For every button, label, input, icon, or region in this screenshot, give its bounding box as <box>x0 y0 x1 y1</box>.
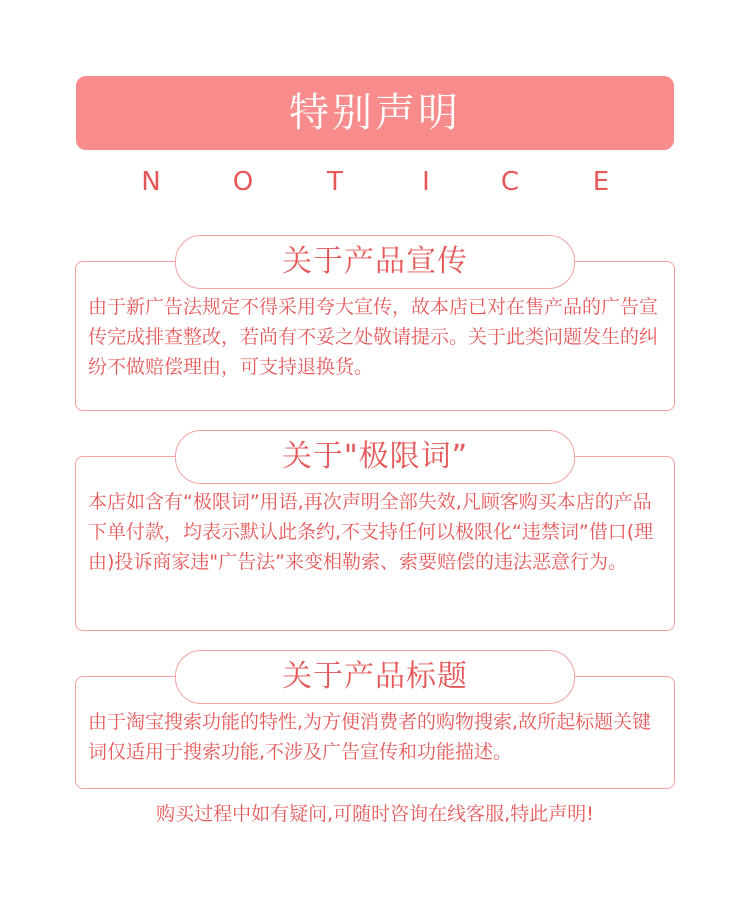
notice-letter-i: I <box>422 167 430 197</box>
section-heading: 关于"极限词” <box>281 439 469 474</box>
section-heading: 关于产品宣传 <box>282 244 468 279</box>
footer-note: 购买过程中如有疑问,可随时咨询在线客服,特此声明! <box>156 803 594 825</box>
notice-letter-o: O <box>232 167 254 197</box>
notice-letter-t: T <box>327 167 343 197</box>
section-heading-pill-product-promotion <box>175 235 575 289</box>
section-body-product-title: 由于淘宝搜索功能的特性,为方便消费者的购物搜索,故所起标题关键词仅适用于搜索功能,不涉及广告宣传和功能描述。 <box>88 711 652 763</box>
notice-letter-n: N <box>141 167 161 197</box>
section-heading: 关于产品标题 <box>282 659 468 694</box>
section-body-product-promotion: 由于新广告法规定不得采用夸大宣传，故本店已对在售产品的广告宣传完成排查整改，若尚有不妥之处敬请提示。关于此类问题发生的纠纷不做赔偿理由，可支持退换货。 <box>88 296 659 378</box>
title-banner <box>76 76 674 150</box>
section-heading-pill-extreme-words <box>175 430 575 484</box>
page-title: 特别声明 <box>289 90 461 136</box>
notice-letter-e: E <box>592 167 610 197</box>
section-heading-pill-product-title <box>175 650 575 704</box>
section-body-extreme-words: 本店如含有“极限词”用语,再次声明全部失效,凡顾客购买本店的产品下单付款，均表示默认此条约,不支持任何以极限化“违禁词”借口(理由)投诉商家违"广告法”来变相勒索、索要赔偿的违法恶意行为。 <box>88 491 654 573</box>
notice-subtitle <box>0 165 750 199</box>
notice-letter-c: C <box>500 167 520 197</box>
